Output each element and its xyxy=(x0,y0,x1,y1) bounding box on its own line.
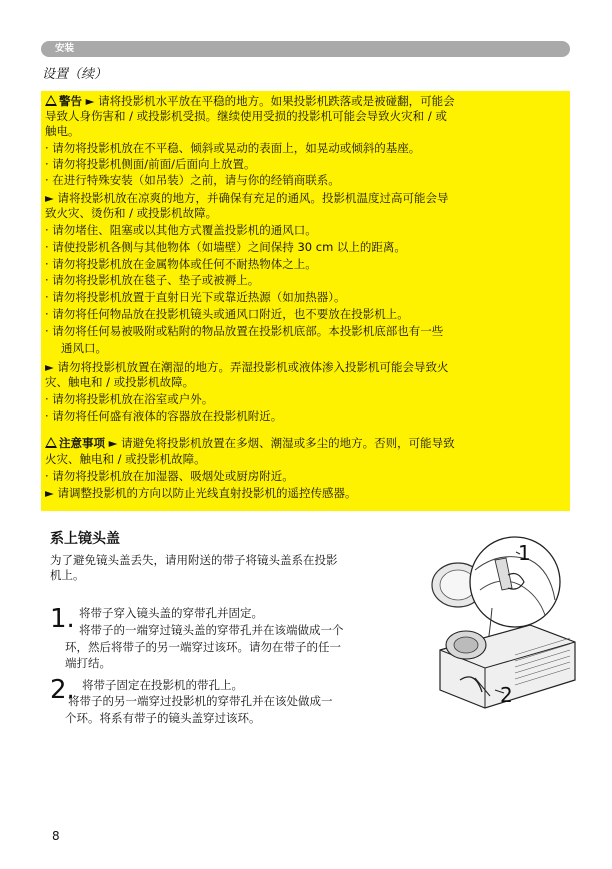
page-section-title: 设置（续） xyxy=(42,67,108,82)
section-header-bar xyxy=(41,41,570,57)
warning-line: 警告 ► 请将投影机水平放在平稳的地方。如果投影机跌落或是被碰翻，可能会 xyxy=(45,94,566,109)
lens-cap-intro: 机上。 xyxy=(50,568,85,582)
warning-line: · 请勿将任何易被吸附或粘附的物品放置在投影机底部。本投影机底部也有一些 xyxy=(45,324,444,338)
warning-line: 灾、触电和 / 或投影机故障。 xyxy=(45,375,195,389)
lens-cap-intro: 为了避免镜头盖丢失，请用附送的带子将镜头盖系在投影 xyxy=(50,553,338,567)
warning-line: · 请勿将投影机侧面/前面/后面向上放置。 xyxy=(45,157,256,171)
warning-line: · 请使投影机各侧与其他物体（如墙壁）之间保持 30 cm 以上的距离。 xyxy=(45,240,406,254)
warning-line: 触电。 xyxy=(45,124,80,138)
caution-line: · 请勿将投影机放在加湿器、吸烟处或厨房附近。 xyxy=(45,469,294,483)
lens-cap-title: 系上镜头盖 xyxy=(50,531,120,547)
warning-label: 警告 xyxy=(59,94,82,108)
warning-line: 导致人身伤害和 / 或投影机受损。继续使用受损的投影机可能会导致火灾和 / 或 xyxy=(45,109,447,123)
caution-line: 注意事项 ► 请避免将投影机放置在多烟、潮湿或多尘的地方。否则，可能导致 xyxy=(45,436,566,451)
warning-line: ► 请将投影机放在凉爽的地方，并确保有充足的通风。投影机温度过高可能会导 xyxy=(45,191,449,205)
warning-line: 致火灾、烫伤和 / 或投影机故障。 xyxy=(45,206,218,220)
caution-line: ► 请调整投影机的方向以防止光线直射投影机的遥控传感器。 xyxy=(45,486,357,500)
warning-line: · 请勿将投影机放置于直射日光下或靠近热源（如加热器）。 xyxy=(45,290,346,304)
step-text: 将带子的另一端穿过投影机的穿带孔并在该处做成一 xyxy=(68,694,333,708)
projector-lens-cap-illustration xyxy=(420,530,580,715)
caution-triangle-icon xyxy=(45,437,57,448)
warning-line: · 请勿将投影机放在不平稳、倾斜或晃动的表面上，如晃动或倾斜的基座。 xyxy=(45,141,421,155)
warning-line: · 请勿堵住、阻塞或以其他方式覆盖投影机的通风口。 xyxy=(45,223,317,237)
step-text: 端打结。 xyxy=(65,656,111,670)
step-text: 环，然后将带子的另一端穿过该环。请勿在带子的任一 xyxy=(65,640,341,654)
step-number: 2. xyxy=(50,675,75,705)
step-number: 1. xyxy=(50,604,75,634)
warning-line: 通风口。 xyxy=(61,341,107,355)
warning-line: · 在进行特殊安装（如吊装）之前，请与你的经销商联系。 xyxy=(45,173,340,187)
warning-line: · 请勿将投影机放在浴室或户外。 xyxy=(45,392,214,406)
section-header-label: 安装 xyxy=(55,43,75,54)
callout-number: 2 xyxy=(500,683,513,707)
step-title: 将带子固定在投影机的带孔上。 xyxy=(82,678,243,692)
step-title: 将带子穿入镜头盖的穿带孔并固定。 xyxy=(79,606,263,620)
warning-line: · 请勿将任何物品放在投影机镜头或通风口附近，也不要放在投影机上。 xyxy=(45,307,409,321)
warning-line: ► 请勿将投影机放置在潮湿的地方。弄湿投影机或液体渗入投影机可能会导致火 xyxy=(45,360,449,374)
warning-triangle-icon xyxy=(45,95,57,106)
caution-label: 注意事项 xyxy=(59,436,105,450)
warning-box xyxy=(41,91,570,511)
page-number: 8 xyxy=(52,829,60,843)
callout-number: 1 xyxy=(518,541,531,565)
step-text: 个环。将系有带子的镜头盖穿过该环。 xyxy=(65,711,261,725)
warning-line: · 请勿将投影机放在毯子、垫子或被褥上。 xyxy=(45,273,260,287)
step-text: 将带子的一端穿过镜头盖的穿带孔并在该端做成一个 xyxy=(79,623,344,637)
warning-line: · 请勿将任何盛有液体的容器放在投影机附近。 xyxy=(45,409,283,423)
warning-line: · 请勿将投影机放在金属物体或任何不耐热物体之上。 xyxy=(45,257,317,271)
caution-line: 火灾、触电和 / 或投影机故障。 xyxy=(45,452,206,466)
